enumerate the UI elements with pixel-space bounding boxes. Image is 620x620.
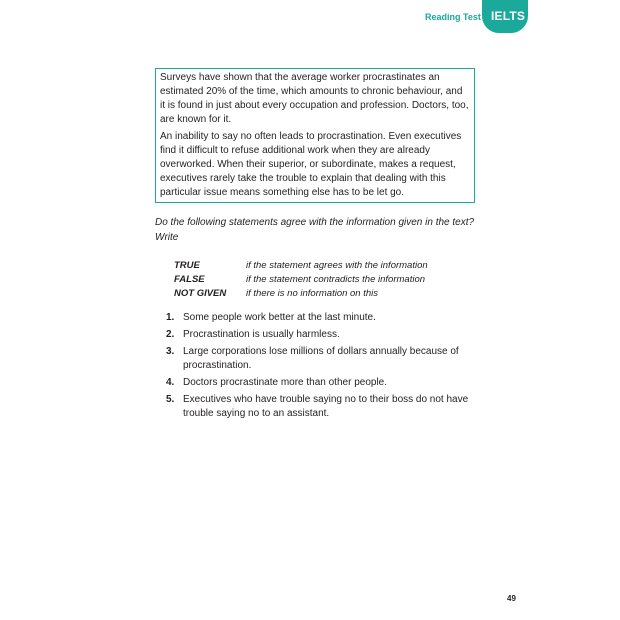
ielts-badge: [482, 0, 528, 33]
instruction-line-2: Write: [155, 232, 179, 243]
question-list: [166, 311, 486, 424]
key-definition: if there is no information on this: [246, 288, 379, 299]
answer-key-table: [174, 259, 428, 301]
key-definition: if the statement contradicts the information: [246, 274, 426, 285]
question-number: 3.: [166, 346, 175, 357]
key-term: TRUE: [174, 260, 200, 271]
question-item-4: [166, 376, 486, 390]
instruction-line-1: Do the following statements agree with the information given in the text?: [155, 217, 475, 228]
key-definition: if the statement agrees with the information: [246, 260, 428, 271]
page-number: 49: [507, 594, 516, 603]
question-number: 4.: [166, 377, 175, 388]
key-row-not-given: [174, 287, 428, 301]
reading-passage-box: [155, 68, 475, 203]
passage-paragraph-1: Surveys have shown that the average worker procrastinates an estimated 20% of the time, which amounts to chronic behaviour, and it is found in just about every occupation and profession. Doctors, too, are known for it.: [160, 72, 469, 125]
section-label: Reading Test: [425, 12, 481, 22]
ielts-badge-text: IELTS: [491, 9, 526, 23]
question-number: 5.: [166, 394, 175, 405]
passage-paragraph-2: An inability to say no often leads to procrastination. Even executives find it difficult to refuse additional work when they are already overworked. When their superior, or subordinate, makes a request, executives rarely take the trouble to explain that dealing with this particular issue means something else has to be let go.: [160, 131, 462, 198]
question-number: 1.: [166, 312, 175, 323]
key-row-false: [174, 273, 428, 287]
key-term: FALSE: [174, 274, 205, 285]
question-number: 2.: [166, 329, 175, 340]
question-item-5: [166, 393, 486, 421]
question-item-1: [166, 311, 486, 325]
key-term: NOT GIVEN: [174, 288, 227, 299]
question-text: Procrastination is usually harmless.: [183, 329, 340, 340]
question-text: Large corporations lose millions of dollars annually because of procrastination.: [183, 346, 459, 371]
question-text: Executives who have trouble saying no to their boss do not have trouble saying no to an assistant.: [183, 394, 469, 419]
question-item-3: [166, 345, 486, 373]
question-item-2: [166, 328, 486, 342]
question-text: Some people work better at the last minute.: [183, 312, 376, 323]
instruction-text: [155, 215, 485, 245]
question-text: Doctors procrastinate more than other people.: [183, 377, 387, 388]
key-row-true: [174, 259, 428, 273]
